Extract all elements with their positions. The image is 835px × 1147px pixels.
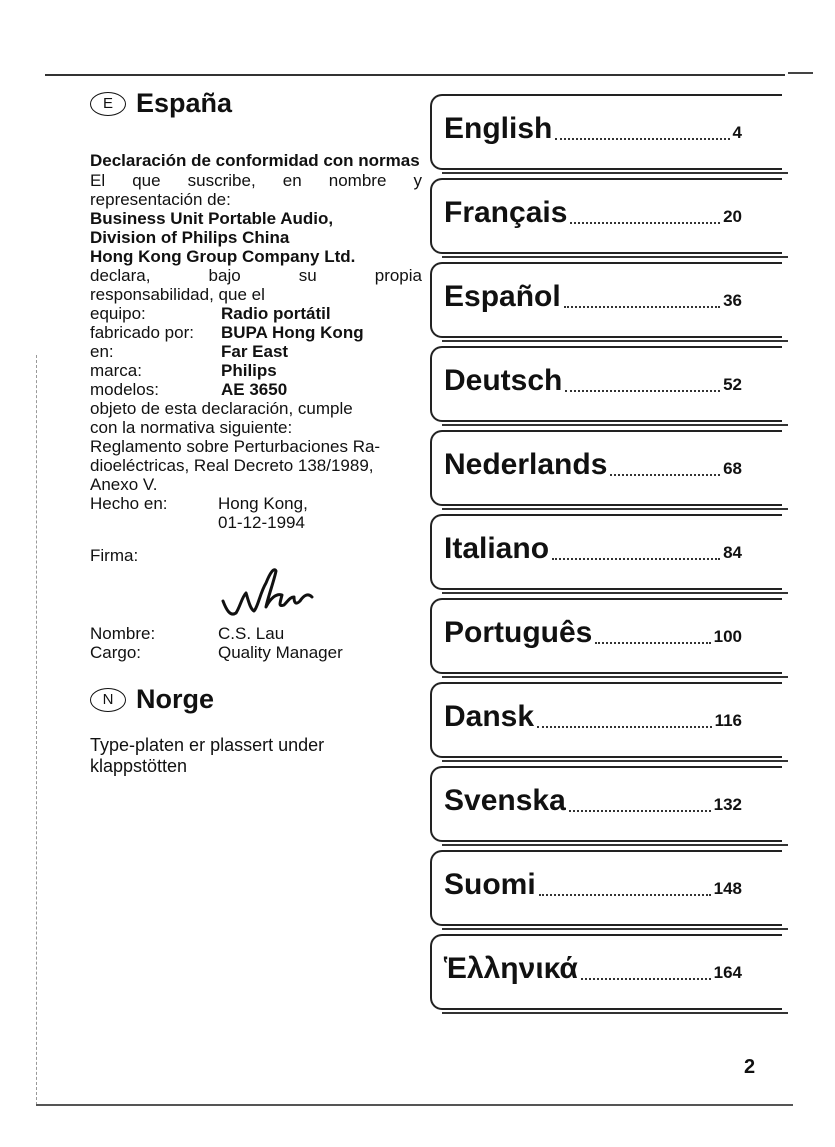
- tab-deutsch[interactable]: [430, 346, 782, 422]
- tab-shadow-rule: [442, 760, 788, 762]
- declaration-title: Declaración de conformidad con normas: [90, 151, 420, 170]
- field-value: Radio portátil: [221, 304, 331, 323]
- leader-dots: [595, 642, 710, 644]
- tab-english[interactable]: [430, 94, 782, 170]
- tab-page: 20: [723, 207, 742, 226]
- hecho-place: Hong Kong,: [218, 494, 308, 513]
- tab-page: 100: [713, 627, 742, 646]
- intro-word: y: [413, 171, 422, 190]
- hecho-date: 01-12-1994: [218, 513, 305, 532]
- field-label: marca:: [90, 361, 142, 380]
- signature-image: [218, 563, 328, 619]
- norway-title: Norge: [136, 684, 215, 714]
- tab-francais[interactable]: [430, 178, 782, 254]
- field-label: modelos:: [90, 380, 159, 399]
- tab-italiano[interactable]: [430, 514, 782, 590]
- tab-page: 132: [713, 795, 742, 814]
- tab-page: 148: [713, 879, 742, 898]
- tab-page: 36: [723, 291, 742, 310]
- company-line: Business Unit Portable Audio,: [90, 209, 334, 228]
- leader-dots: [552, 558, 720, 560]
- nombre-value: C.S. Lau: [218, 624, 285, 643]
- tab-name: English: [444, 112, 553, 145]
- field-value: AE 3650: [221, 380, 288, 399]
- tab-suomi[interactable]: [430, 850, 782, 926]
- declara-word: bajo: [208, 266, 241, 285]
- field-row: [90, 323, 422, 342]
- field-value: BUPA Hong Kong: [221, 323, 364, 342]
- tab-page: 84: [723, 543, 742, 562]
- tab-dansk[interactable]: [430, 682, 782, 758]
- declaration-column: [90, 88, 422, 777]
- spain-badge: E: [90, 92, 126, 116]
- tab-shadow-rule: [442, 424, 788, 426]
- closing-line: objeto de esta declaración, cumple: [90, 399, 353, 418]
- leader-dots: [564, 306, 720, 308]
- intro-word: El: [90, 171, 106, 190]
- tab-page: 116: [714, 711, 742, 730]
- tab-name: Italiano: [444, 532, 550, 565]
- spain-heading: [90, 88, 422, 119]
- field-value: Far East: [221, 342, 289, 361]
- tab-name: Français: [444, 196, 568, 229]
- page-number: 2: [744, 1056, 756, 1078]
- bottom-rule: [36, 1104, 793, 1106]
- declara-word: propia: [374, 266, 422, 285]
- tab-shadow-rule: [442, 928, 788, 930]
- intro-word: suscribe,: [187, 171, 256, 190]
- tab-shadow-rule: [442, 592, 788, 594]
- tab-espanol[interactable]: [430, 262, 782, 338]
- tab-page: 4: [732, 123, 742, 142]
- intro-word: nombre: [328, 171, 387, 190]
- field-row: [90, 342, 422, 361]
- tab-page: 164: [713, 963, 742, 982]
- company-line: Division of Philips China: [90, 228, 290, 247]
- top-rule-fragment: [788, 72, 813, 74]
- norway-badge: N: [90, 688, 126, 712]
- leader-dots: [539, 894, 711, 896]
- tab-name: Dansk: [444, 700, 535, 733]
- tab-name: Suomi: [444, 868, 536, 901]
- tab-greek[interactable]: [430, 934, 782, 1010]
- field-label: equipo:: [90, 304, 146, 323]
- tab-shadow-rule: [442, 340, 788, 342]
- leader-dots: [581, 978, 711, 980]
- tab-shadow-rule: [442, 1012, 788, 1014]
- hecho-label: Hecho en:: [90, 494, 168, 513]
- tab-name: Svenska: [444, 784, 566, 817]
- leader-dots: [569, 810, 711, 812]
- cargo-value: Quality Manager: [218, 643, 343, 662]
- tab-portugues[interactable]: [430, 598, 782, 674]
- declara-line: [90, 266, 422, 285]
- field-value: Philips: [221, 361, 277, 380]
- norway-text: [90, 735, 422, 777]
- tab-name: Deutsch: [444, 364, 563, 397]
- cargo-label: Cargo:: [90, 643, 142, 662]
- tab-shadow-rule: [442, 172, 788, 174]
- field-row: [90, 380, 422, 399]
- field-row: [90, 361, 422, 380]
- nombre-label: Nombre:: [90, 624, 156, 643]
- tab-shadow-rule: [442, 844, 788, 846]
- norway-heading: [90, 684, 422, 715]
- leader-dots: [565, 390, 720, 392]
- intro-word: en: [282, 171, 302, 190]
- field-label: en:: [90, 342, 114, 361]
- tab-svenska[interactable]: [430, 766, 782, 842]
- firma-label: Firma:: [90, 546, 139, 565]
- field-label: fabricado por:: [90, 323, 194, 342]
- left-margin-rule: [36, 355, 37, 1105]
- spacer: [90, 513, 218, 532]
- closing-line: Anexo V.: [90, 475, 158, 494]
- cargo-row: [90, 643, 422, 662]
- spain-title: España: [136, 88, 233, 118]
- representacion-line: representación de:: [90, 190, 231, 209]
- leader-dots: [570, 222, 720, 224]
- top-rule: [45, 74, 785, 76]
- field-row: [90, 304, 422, 323]
- closing-line: dioeléctricas, Real Decreto 138/1989,: [90, 456, 374, 475]
- tab-name: Português: [444, 616, 593, 649]
- tab-shadow-rule: [442, 508, 788, 510]
- company-line: Hong Kong Group Company Ltd.: [90, 247, 356, 266]
- tab-page: 68: [723, 459, 742, 478]
- declara-word: declara,: [90, 266, 151, 285]
- nombre-row: [90, 624, 422, 643]
- tab-name: Español: [444, 280, 561, 313]
- tab-name: Ἑλληνικά: [444, 952, 578, 985]
- hecho-row: [90, 494, 422, 513]
- tab-page: 52: [723, 375, 742, 394]
- closing-line: con la normativa siguiente:: [90, 418, 293, 437]
- responsabilidad-line: responsabilidad, que el: [90, 285, 265, 304]
- closing-line: Reglamento sobre Perturbaciones Ra-: [90, 437, 381, 456]
- tab-shadow-rule: [442, 676, 788, 678]
- leader-dots: [537, 726, 712, 728]
- tab-shadow-rule: [442, 256, 788, 258]
- leader-dots: [610, 474, 720, 476]
- intro-word: que: [132, 171, 161, 190]
- norway-text-line: Type-platen er plassert under: [90, 735, 325, 755]
- hecho-date-row: [90, 513, 422, 532]
- declara-word: su: [298, 266, 317, 285]
- leader-dots: [555, 138, 729, 140]
- tab-name: Nederlands: [444, 448, 608, 481]
- norway-text-line: klappstötten: [90, 756, 188, 776]
- tab-nederlands[interactable]: [430, 430, 782, 506]
- intro-line: [90, 171, 422, 190]
